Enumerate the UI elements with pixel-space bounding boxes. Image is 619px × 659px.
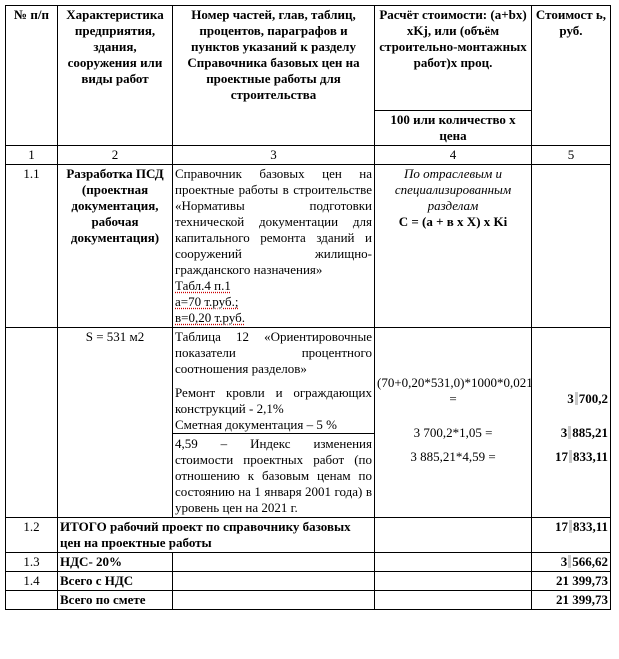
- price-index: 4,59 – Индекс изменения стоимости проектных работ (по отношению к базовым ценам по состоянию на 1 января 2001 года) в уровень цен на 2021 г.: [173, 433, 374, 516]
- calculation-cell: [375, 165, 532, 328]
- reference-text: Справочник базовых цен на проектные работы в строительстве «Нормативы подготовки технической документации для капитального ремонта зданий и сооружений жилищно-гражданского назначения»: [175, 166, 372, 277]
- header-work: Характеристика предприятия, здания, сооружения или виды работ: [58, 6, 173, 146]
- table-row: [6, 553, 611, 572]
- roof-calculation: (70+0,20*531,0)*1000*0,021 =: [377, 375, 533, 406]
- reference-table: Табл.4 п.1: [175, 278, 231, 293]
- cost-cell: [532, 165, 611, 328]
- work-description: Разработка ПСД (проектная документация, рабочая документация): [58, 165, 173, 328]
- row-number: 1.4: [6, 572, 58, 591]
- indexed-cost: 17 833,11: [554, 449, 608, 464]
- table12-reference: Таблица 12 «Ориентировочные показатели процентного соотношения разделов»: [175, 329, 372, 376]
- calculation-cell: [375, 518, 532, 553]
- row-number: 1.2: [6, 518, 58, 553]
- column-number: 5: [532, 146, 611, 165]
- estimate-table: [5, 5, 611, 610]
- vat-value: 3 566,62: [532, 553, 611, 572]
- grand-total-value: 21 399,73: [532, 591, 611, 610]
- calculation-cell: [375, 553, 532, 572]
- header-calculation: Расчёт стоимости: (a+bx) xKj, или (объём строительно-монтажных работ)х проц.: [375, 6, 532, 111]
- reference-cell: [173, 328, 375, 518]
- row-number: [6, 591, 58, 610]
- grand-total-label: Всего по смете: [58, 591, 173, 610]
- estimate-share: Сметная документация – 5 %: [175, 417, 337, 432]
- row-number: 1.3: [6, 553, 58, 572]
- table-row: [6, 328, 611, 518]
- area-value: S = 531 м2: [58, 328, 173, 518]
- calculation-formula: C = (a + в x X) x Ki: [398, 214, 508, 229]
- cost-cell: [532, 328, 611, 518]
- row-number: [6, 328, 58, 518]
- table-row: [6, 591, 611, 610]
- header-cost: Стоимост ь, руб.: [532, 6, 611, 146]
- column-number-row: [6, 146, 611, 165]
- calculation-cell: [375, 591, 532, 610]
- total-with-vat-label: Всего с НДС: [58, 572, 173, 591]
- reference-cell: [173, 591, 375, 610]
- header-calculation-sub: 100 или количество х цена: [375, 111, 532, 146]
- calculation-cell: [375, 328, 532, 518]
- column-number: 4: [375, 146, 532, 165]
- calculation-cell: [375, 572, 532, 591]
- reference-cell: [173, 165, 375, 328]
- coefficient-a: а=70 т.руб.;: [175, 294, 239, 309]
- roof-share: Ремонт кровли и ограждающих конструкций - 2,1%: [175, 385, 372, 416]
- subtotal-value: 17 833,11: [532, 518, 611, 553]
- row-number: 1.1: [6, 165, 58, 328]
- header-reference: Номер частей, глав, таблиц, процентов, параграфов и пунктов указаний к разделу Справочника базовых цен на проектные работы для строительства: [173, 6, 375, 146]
- table-row: [6, 165, 611, 328]
- header-num: № п/п: [6, 6, 58, 146]
- reference-cell: [173, 572, 375, 591]
- total-with-vat-value: 21 399,73: [532, 572, 611, 591]
- column-number: 1: [6, 146, 58, 165]
- estimate-cost: 3 885,21: [560, 425, 608, 440]
- column-number: 3: [173, 146, 375, 165]
- coefficient-b: в=0,20 т.руб.: [175, 310, 245, 325]
- index-calculation: 3 885,21*4,59 =: [410, 449, 496, 464]
- reference-cell: [173, 553, 375, 572]
- table-row: [6, 572, 611, 591]
- estimate-calculation: 3 700,2*1,05 =: [413, 425, 493, 440]
- vat-label: НДС- 20%: [58, 553, 173, 572]
- header-row: [6, 6, 611, 111]
- column-number: 2: [58, 146, 173, 165]
- roof-cost: 3 700,2: [567, 391, 608, 406]
- subtotal-label: ИТОГО рабочий проект по справочнику базовых цен на проектные работы: [58, 518, 375, 553]
- calculation-note: По отраслевым и специализированным разделам: [394, 166, 512, 213]
- table-row: [6, 518, 611, 553]
